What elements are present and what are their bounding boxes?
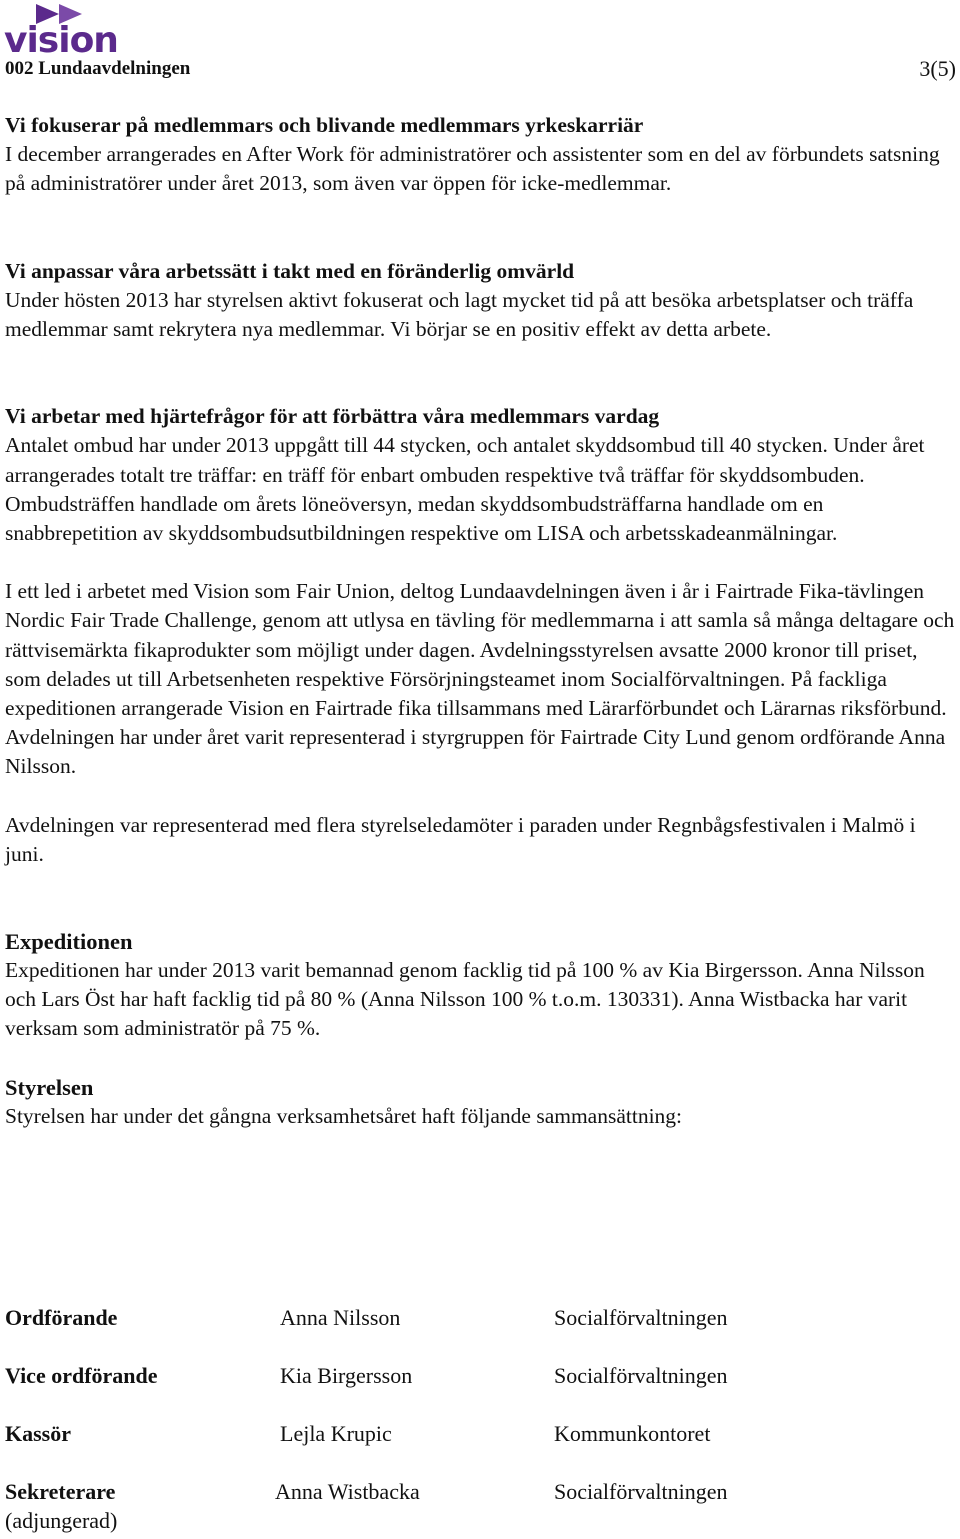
expeditionen-heading: Expeditionen	[5, 929, 133, 955]
paragraph-text: I ett led i arbetet med Vision som Fair Union, deltog Lundaavdelningen även i år i Fairtrade Fika-tävlingen Nordic Fair Trade Challenge, genom att utlysa en tävling för medlemmarna i att samla så många deltagare och rättvisemärkta fikaprodukter som möjligt under dagen. Avdelningsstyrelsen avsatte 2000 kronor till priset, som delades ut till Arbetsenheten respektive Försörjningsteamet inom Socialförvaltningen. På fackliga expeditionen arrangerade Vision en Fairtrade fika tillsammans med Lärarförbundet och Lärarnas riksförbund. Avdelningen har under året varit representerad i styrgruppen för Fairtrade City Lund genom ordförande Anna Nilsson.	[5, 579, 955, 779]
section-heading: Vi anpassar våra arbetssätt i takt med en föränderlig omvärld	[5, 258, 575, 283]
member-org: Socialförvaltningen	[554, 1479, 728, 1504]
paragraph-regnbagsfestivalen	[5, 811, 955, 869]
member-org: Socialförvaltningen	[554, 1305, 728, 1330]
section-arbetssatt	[5, 257, 955, 345]
section-body: Antalet ombud har under 2013 uppgått till 44 stycken, och antalet skyddsombud till 40 stycken. Under året arrangerades totalt tre träffar: en träff för enbart ombuden respektive två träffar för skyddsombuden. Ombudsträffen handlade om årets löneöversyn, medan skyddsombudsträffarna handlade om en snabbrepetition av skyddsombudsutbildningen respektive om LISA och arbetsskadeanmälningar.	[5, 433, 925, 546]
member-role-note: (adjungerad)	[5, 1508, 118, 1533]
member-name: Kia Birgersson	[280, 1363, 413, 1388]
member-org: Socialförvaltningen	[554, 1363, 728, 1388]
member-name: Anna Wistbacka	[275, 1479, 420, 1504]
member-name: Lejla Krupic	[280, 1421, 392, 1446]
section-expeditionen	[5, 927, 955, 1044]
page-indicator: 3(5)	[919, 56, 956, 81]
vision-logo	[4, 2, 140, 54]
document-body	[5, 111, 955, 1189]
member-role: Sekreterare (adjungerad)	[5, 1479, 118, 1533]
department-name: 002 Lundaavdelningen	[5, 58, 191, 79]
styrelsen-body: Styrelsen har under det gångna verksamhetsåret haft följande sammansättning:	[5, 1103, 683, 1128]
table-row	[5, 1477, 955, 1535]
section-styrelsen	[5, 1073, 955, 1131]
member-role: Kassör	[5, 1421, 71, 1446]
table-row	[5, 1303, 955, 1361]
section-body: Under hösten 2013 har styrelsen aktivt fokuserat och lagt mycket tid på att besöka arbetsplatser och träffa medlemmar samt rekrytera nya medlemmar. Vi börjar se en positiv effekt av detta arbete.	[5, 287, 914, 342]
section-yrkeskarriar	[5, 111, 955, 199]
section-heading: Vi arbetar med hjärtefrågor för att förbättra våra medlemmars vardag	[5, 404, 660, 429]
member-name: Anna Nilsson	[280, 1305, 401, 1330]
member-org: Kommunkontoret	[554, 1421, 711, 1446]
section-body: I december arrangerades en After Work för administratörer och assistenter som en del av förbundets satsning på administratörer under året 2013, som även var öppen för icke-medlemmar.	[5, 142, 940, 196]
member-role: Vice ordförande	[5, 1363, 158, 1388]
paragraph-text: Avdelningen var representerad med flera styrelseledamöter i paraden under Regnbågsfestivalen i Malmö i juni.	[5, 812, 916, 866]
logo-text: vision	[4, 20, 118, 54]
section-hjartefragor	[5, 402, 955, 548]
board-roster-table	[5, 1303, 955, 1535]
table-row	[5, 1361, 955, 1419]
section-heading: Vi fokuserar på medlemmars och blivande medlemmars yrkeskarriär	[5, 113, 644, 137]
member-role: Ordförande	[5, 1305, 118, 1330]
styrelsen-heading: Styrelsen	[5, 1074, 94, 1100]
expeditionen-body: Expeditionen har under 2013 varit bemannad genom facklig tid på 100 % av Kia Birgersson. Anna Nilsson och Lars Öst har haft facklig tid på 80 % (Anna Nilsson 100 % t.o.m. 130331). Anna Wistbacka har varit verksam som administratör på 75 %.	[5, 958, 925, 1041]
paragraph-fairtrade	[5, 577, 955, 781]
table-row	[5, 1419, 955, 1477]
